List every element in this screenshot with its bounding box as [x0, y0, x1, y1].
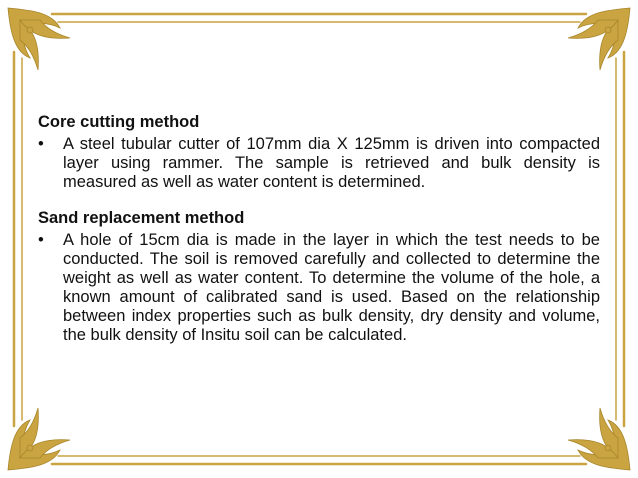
bullet-sand-replacement [38, 231, 600, 345]
bullet-dot: • [38, 135, 44, 153]
bullet-text-sand-replacement: A hole of 15cm dia is made in the layer in which the test needs to be conducted. The soil is removed carefully and collected to determine the weight as well as water content. To determine the volume of the hole, a known amount of calibrated sand is used. Based on the relationship between index properties such as bulk density, dry density and volume, the bulk density of Insitu soil can be calculated. [63, 231, 600, 344]
section-spacer [38, 192, 600, 208]
section-heading-core-cutting: Core cutting method [38, 113, 200, 131]
corner-ornament-top-right [568, 8, 630, 70]
bullet-core-cutting [38, 135, 600, 192]
bullet-text-core-cutting: A steel tubular cutter of 107mm dia X 125mm is driven into compacted layer using rammer. The sample is retrieved and bulk density is measured as well as water content is determined. [63, 135, 600, 191]
bullet-dot: • [38, 231, 44, 249]
slide-content [38, 112, 600, 345]
corner-ornament-bottom-left [8, 408, 70, 470]
corner-ornament-top-left [8, 8, 70, 70]
corner-ornament-bottom-right [568, 408, 630, 470]
section-heading-sand-replacement: Sand replacement method [38, 209, 245, 227]
